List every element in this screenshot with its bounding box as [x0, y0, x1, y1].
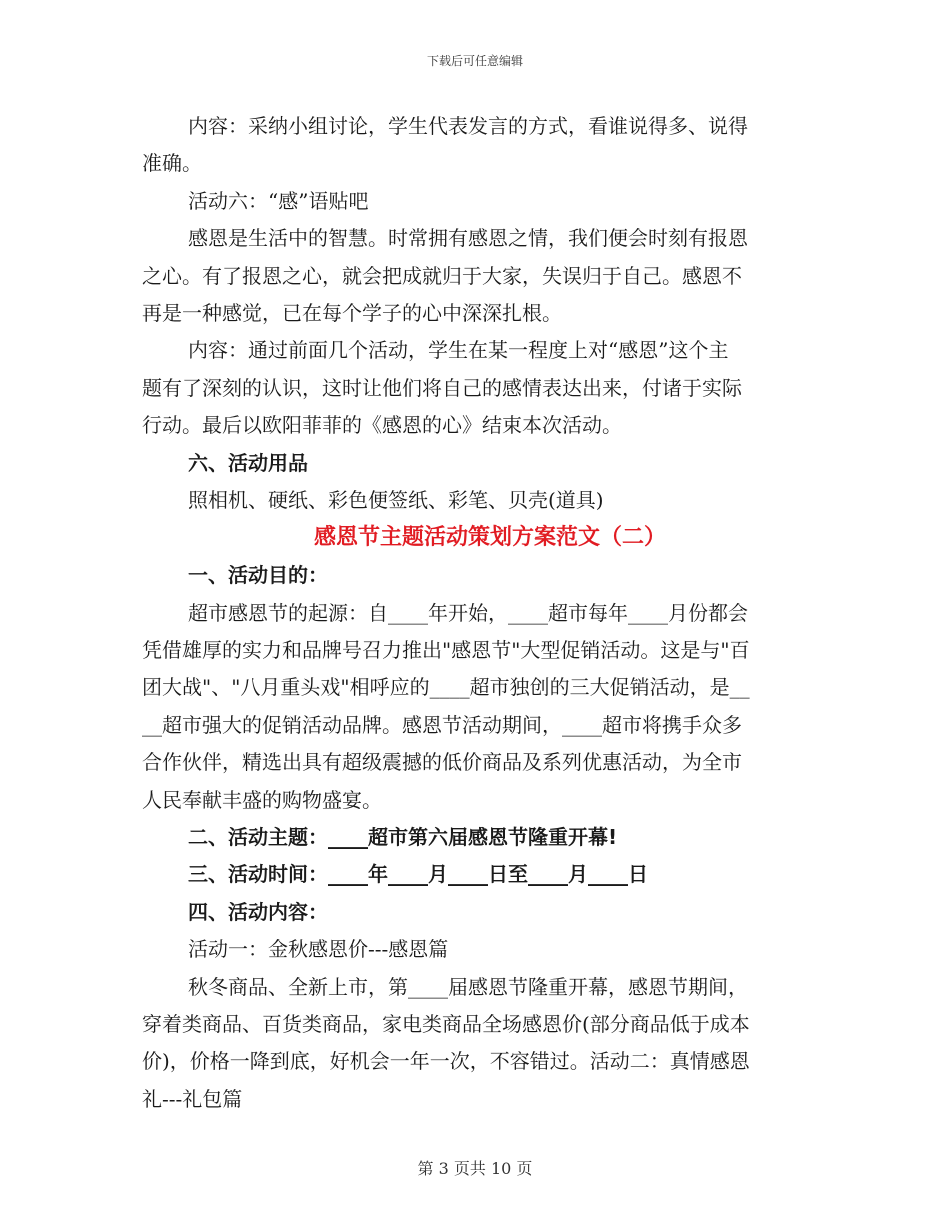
paragraph-line: 之心。有了报恩之心，就会把成就归于大家，失误归于自己。感恩不 [142, 263, 742, 288]
page-footer: 第 3 页共 10 页 [417, 1159, 533, 1178]
page-header: 下载后可任意编辑 [426, 54, 523, 68]
section-heading: 六、活动用品 [188, 450, 308, 475]
paragraph-line: 秋冬商品、全新上市，第____届感恩节隆重开幕，感恩节期间， [188, 974, 748, 999]
paragraph-line: 内容：采纳小组讨论，学生代表发言的方式，看谁说得多、说得 [188, 114, 748, 138]
section-heading: 三、活动时间：____年____月____日至____月____日 [188, 862, 648, 887]
paragraph-line: 感恩是生活中的智慧。时常拥有感恩之情，我们便会时刻有报恩 [188, 226, 748, 251]
document-title: 感恩节主题活动策划方案范文（二） [313, 525, 666, 551]
paragraph-line: 内容：通过前面几个活动，学生在某一程度上对“感恩”这个主 [188, 338, 729, 363]
paragraph-line: __超市强大的促销活动品牌。感恩节活动期间，____超市将携手众多 [142, 712, 742, 737]
section-heading: 二、活动主题：____超市第六届感恩节隆重开幕! [188, 825, 618, 850]
paragraph-line: 凭借雄厚的实力和品牌号召力推出"感恩节"大型促销活动。这是与"百 [142, 638, 750, 663]
paragraph-line: 超市感恩节的起源：自____年开始，____超市每年____月份都会 [188, 600, 748, 625]
section-heading: 一、活动目的： [188, 563, 328, 588]
paragraph-line: 行动。最后以欧阳菲菲的《感恩的心》结束本次活动。 [142, 413, 622, 438]
paragraph-line: 活动六：“感”语贴吧 [188, 188, 369, 213]
section-heading: 四、活动内容： [188, 899, 328, 924]
paragraph-line: 价)，价格一降到底，好机会一年一次，不容错过。活动二：真情感恩 [142, 1049, 750, 1074]
paragraph-line: 礼---礼包篇 [142, 1086, 243, 1111]
document-body [142, 108, 808, 1118]
paragraph-line: 照相机、硬纸、彩色便签纸、彩笔、贝壳(道具) [188, 487, 604, 512]
paragraph-line: 准确。 [142, 151, 202, 176]
paragraph-line: 再是一种感觉，已在每个学子的心中深深扎根。 [142, 300, 562, 325]
paragraph-line: 合作伙伴，精选出具有超级震撼的低价商品及系列优惠活动，为全市 [142, 750, 742, 775]
paragraph-line: 穿着类商品、百货类商品，家电类商品全场感恩价(部分商品低于成本 [142, 1011, 750, 1036]
paragraph-line: 团大战"、"八月重头戏"相呼应的____超市独创的三大促销活动，是__ [142, 675, 750, 700]
paragraph-line: 人民奉献丰盛的购物盛宴。 [142, 787, 382, 812]
paragraph-line: 题有了深刻的认识，这时让他们将自己的感情表达出来，付诸于实际 [142, 375, 742, 400]
paragraph-line: 活动一：金秋感恩价---感恩篇 [188, 937, 449, 962]
